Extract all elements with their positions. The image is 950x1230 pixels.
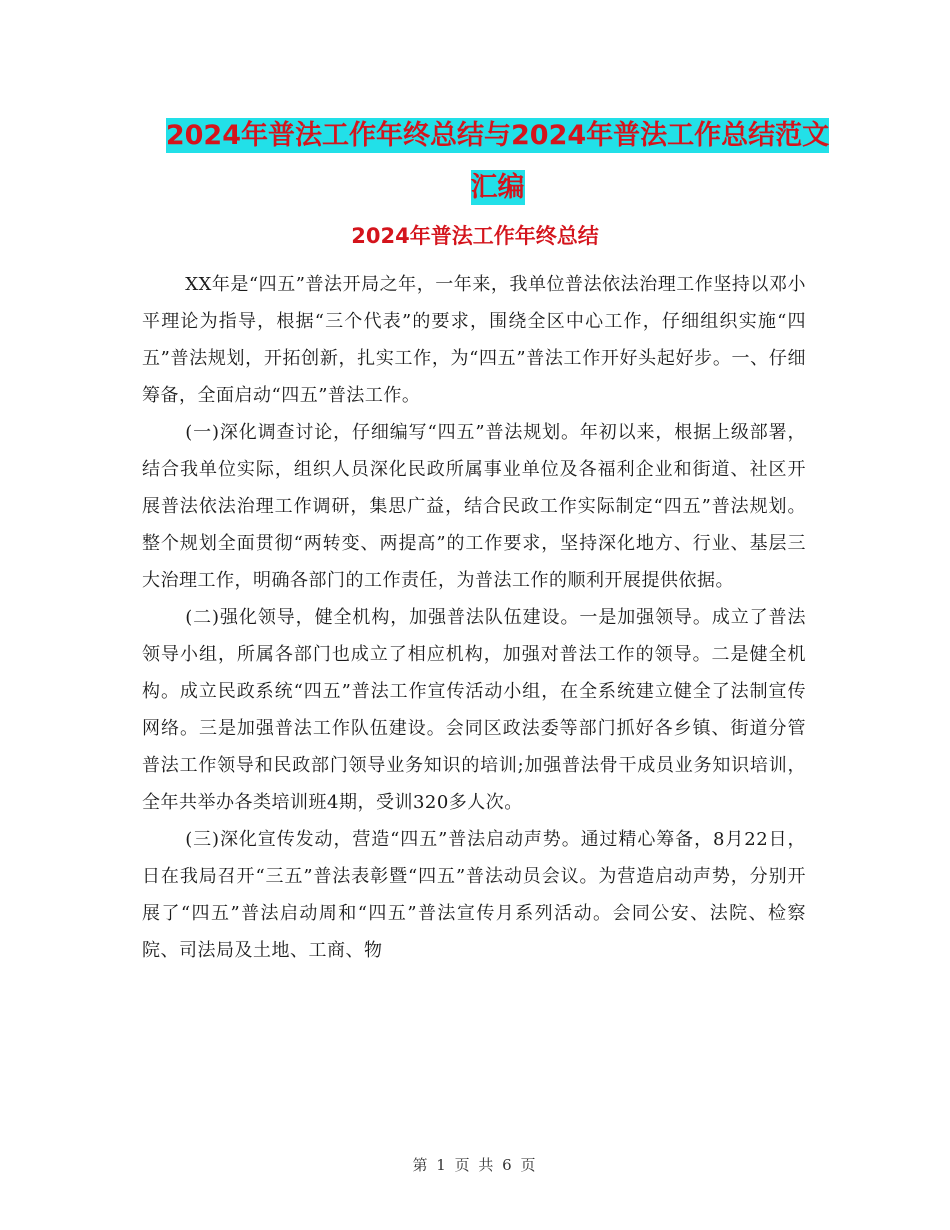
document-body xyxy=(142,266,806,969)
paragraph-section-3: (三)深化宣传发动，营造“四五”普法启动声势。通过精心筹备，8月22日，日在我局召开“三五”普法表彰暨“四五”普法动员会议。为营造启动声势，分别开展了“四五”普法启动周和“四五”普法宣传月系列活动。会同公安、法院、检察院、司法局及土地、工商、物 xyxy=(142,829,806,961)
section-title: 2024年普法工作年终总结 xyxy=(351,224,599,248)
paragraph-section-2: (二)强化领导，健全机构，加强普法队伍建设。一是加强领导。成立了普法领导小组，所属各部门也成立了相应机构，加强对普法工作的领导。二是健全机构。成立民政系统“四五”普法工作宣传活动小组，在全系统建立健全了法制宣传网络。三是加强普法工作队伍建设。会同区政法委等部门抓好各乡镇、街道分管普法工作领导和民政部门领导业务知识的培训;加强普法骨干成员业务知识培训，全年共举办各类培训班4期，受训320多人次。 xyxy=(142,607,806,813)
page-number-footer: 第 1 页 共 6 页 xyxy=(412,1156,538,1174)
document-title-line-2: 汇编 xyxy=(470,172,525,203)
paragraph-section-1: (一)深化调查讨论，仔细编写“四五”普法规划。年初以来，根据上级部署，结合我单位实际，组织人员深化民政所属事业单位及各福利企业和街道、社区开展普法依法治理工作调研，集思广益，结合民政工作实际制定“四五”普法规划。整个规划全面贯彻“两转变、两提高”的工作要求，坚持深化地方、行业、基层三大治理工作，明确各部门的工作责任，为普法工作的顺利开展提供依据。 xyxy=(142,422,806,591)
paragraph-intro: XX年是“四五”普法开局之年，一年来，我单位普法依法治理工作坚持以邓小平理论为指导，根据“三个代表”的要求，围绕全区中心工作，仔细组织实施“四五”普法规划，开拓创新，扎实工作，为“四五”普法工作开好头起好步。一、仔细筹备，全面启动“四五”普法工作。 xyxy=(142,274,806,406)
document-title-line-1: 2024年普法工作年终总结与2024年普法工作总结范文 xyxy=(165,120,830,151)
document-title xyxy=(140,110,855,214)
